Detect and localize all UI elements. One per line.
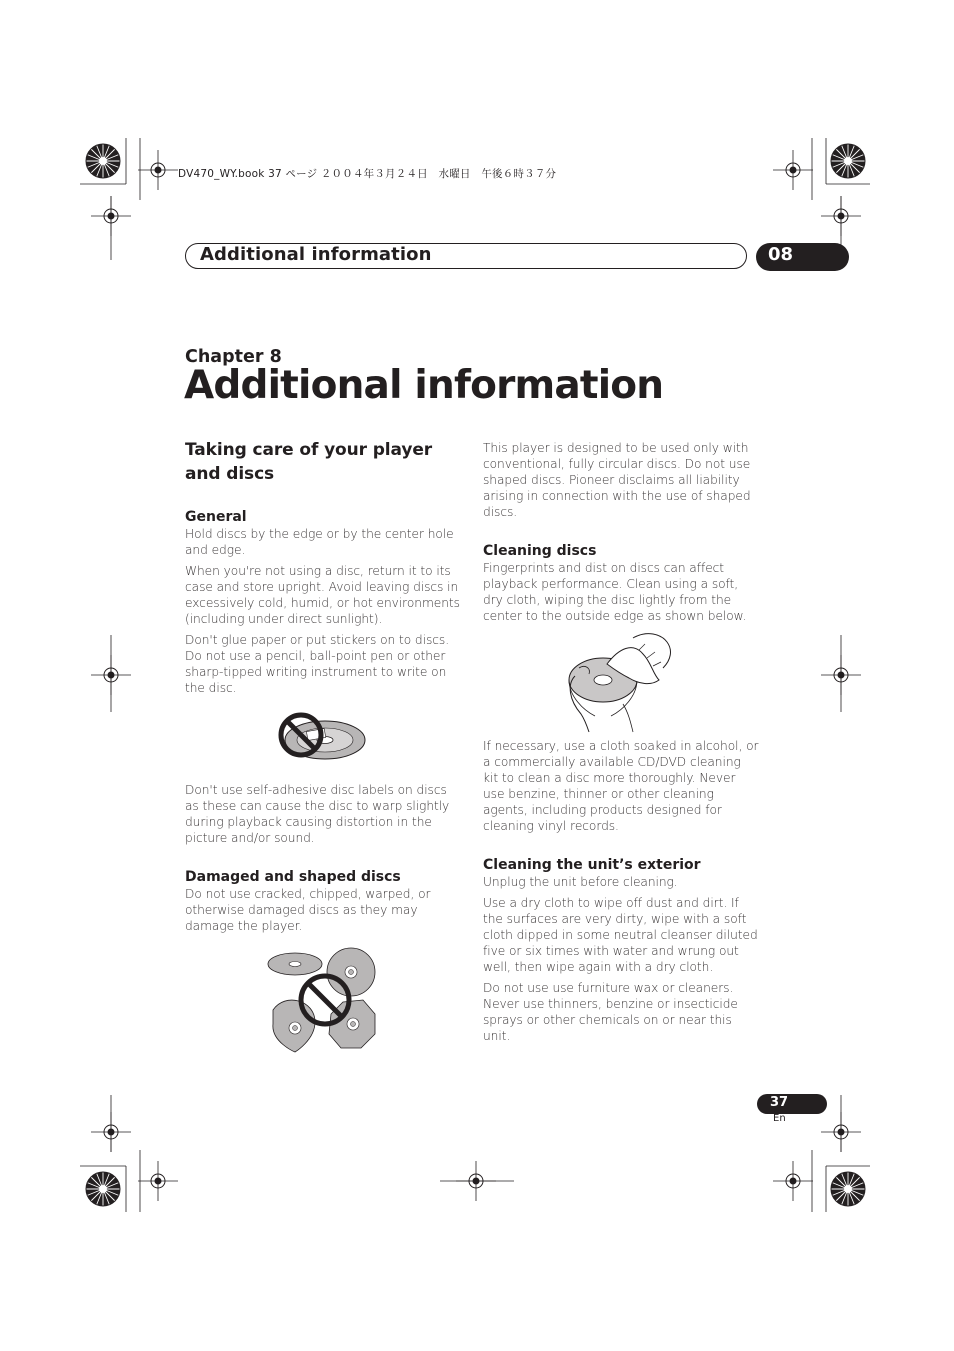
general-heading: General xyxy=(185,509,247,525)
page-number: 37 xyxy=(770,1095,789,1110)
damaged-discs-paragraph: Do not use cracked, chipped, warped, or otherwise damaged discs as they may damage the player. xyxy=(185,887,431,933)
disc-cleaning-illustration xyxy=(483,624,759,738)
cleaning-exterior-paragraph: Unplug the unit before cleaning. xyxy=(483,875,678,889)
cleaning-exterior-paragraph: Use a dry cloth to wipe off dust and dirt. If the surfaces are very dirty, wipe with a soft cloth dipped in some neutral cleanser diluted five or six times with water and wrung out well, then wipe again with a dry cloth. xyxy=(483,896,758,974)
header-title: Additional information xyxy=(200,244,432,265)
no-sticker-illustration xyxy=(185,696,461,782)
left-column xyxy=(185,438,461,1064)
page-language: En xyxy=(773,1113,786,1124)
cleaning-exterior-paragraph: Do not use use furniture wax or cleaners. Never use thinners, benzine or insecticide sprays or other chemicals on or near this unit. xyxy=(483,981,738,1043)
general-paragraph: Hold discs by the edge or by the center hole and edge. xyxy=(185,527,454,557)
cleaning-exterior-heading: Cleaning the unit’s exterior xyxy=(483,857,701,873)
cleaning-discs-heading: Cleaning discs xyxy=(483,543,597,559)
shaped-discs-notice: This player is designed to be used only with conventional, fully circular discs. Do not use shaped discs. Pioneer disclaims all liability arising in connection with the use of shaped discs. xyxy=(483,441,751,519)
page-title: Additional information xyxy=(184,363,664,408)
print-slug: DV470_WY.book 37 ページ ２００４年３月２４日 水曜日 午後６時３７分 xyxy=(178,168,557,180)
general-paragraph: When you're not using a disc, return it to its case and store upright. Avoid leaving discs in excessively cold, humid, or hot environments (including under direct sunlight). xyxy=(185,564,460,626)
general-paragraph: Don't glue paper or put stickers on to discs. Do not use a pencil, ball-point pen or other sharp-tipped writing instrument to write on the disc. xyxy=(185,633,450,695)
right-column xyxy=(483,440,759,1044)
general-paragraph: Don't use self-adhesive disc labels on discs as these can cause the disc to warp slightly during playback causing distortion in the picture and/or sound. xyxy=(185,783,450,845)
damaged-discs-heading: Damaged and shaped discs xyxy=(185,869,401,885)
chapter-label: Chapter 8 xyxy=(185,347,282,367)
shaped-discs-illustration xyxy=(185,944,461,1064)
section-title: Taking care of your player and discs xyxy=(185,440,433,484)
page-number-badge xyxy=(757,1094,827,1114)
cleaning-discs-paragraph: Fingerprints and dist on discs can affect playback performance. Clean using a soft, dry cloth, wiping the disc lightly from the center to the outside edge as shown below. xyxy=(483,561,747,623)
chapter-tab-number: 08 xyxy=(768,244,794,265)
cleaning-discs-paragraph: If necessary, use a cloth soaked in alcohol, or a commercially available CD/DVD cleaning kit to clean a disc more thoroughly. Never use benzine, thinner or other cleaning agents, including products designed for cleaning vinyl records. xyxy=(483,739,759,833)
